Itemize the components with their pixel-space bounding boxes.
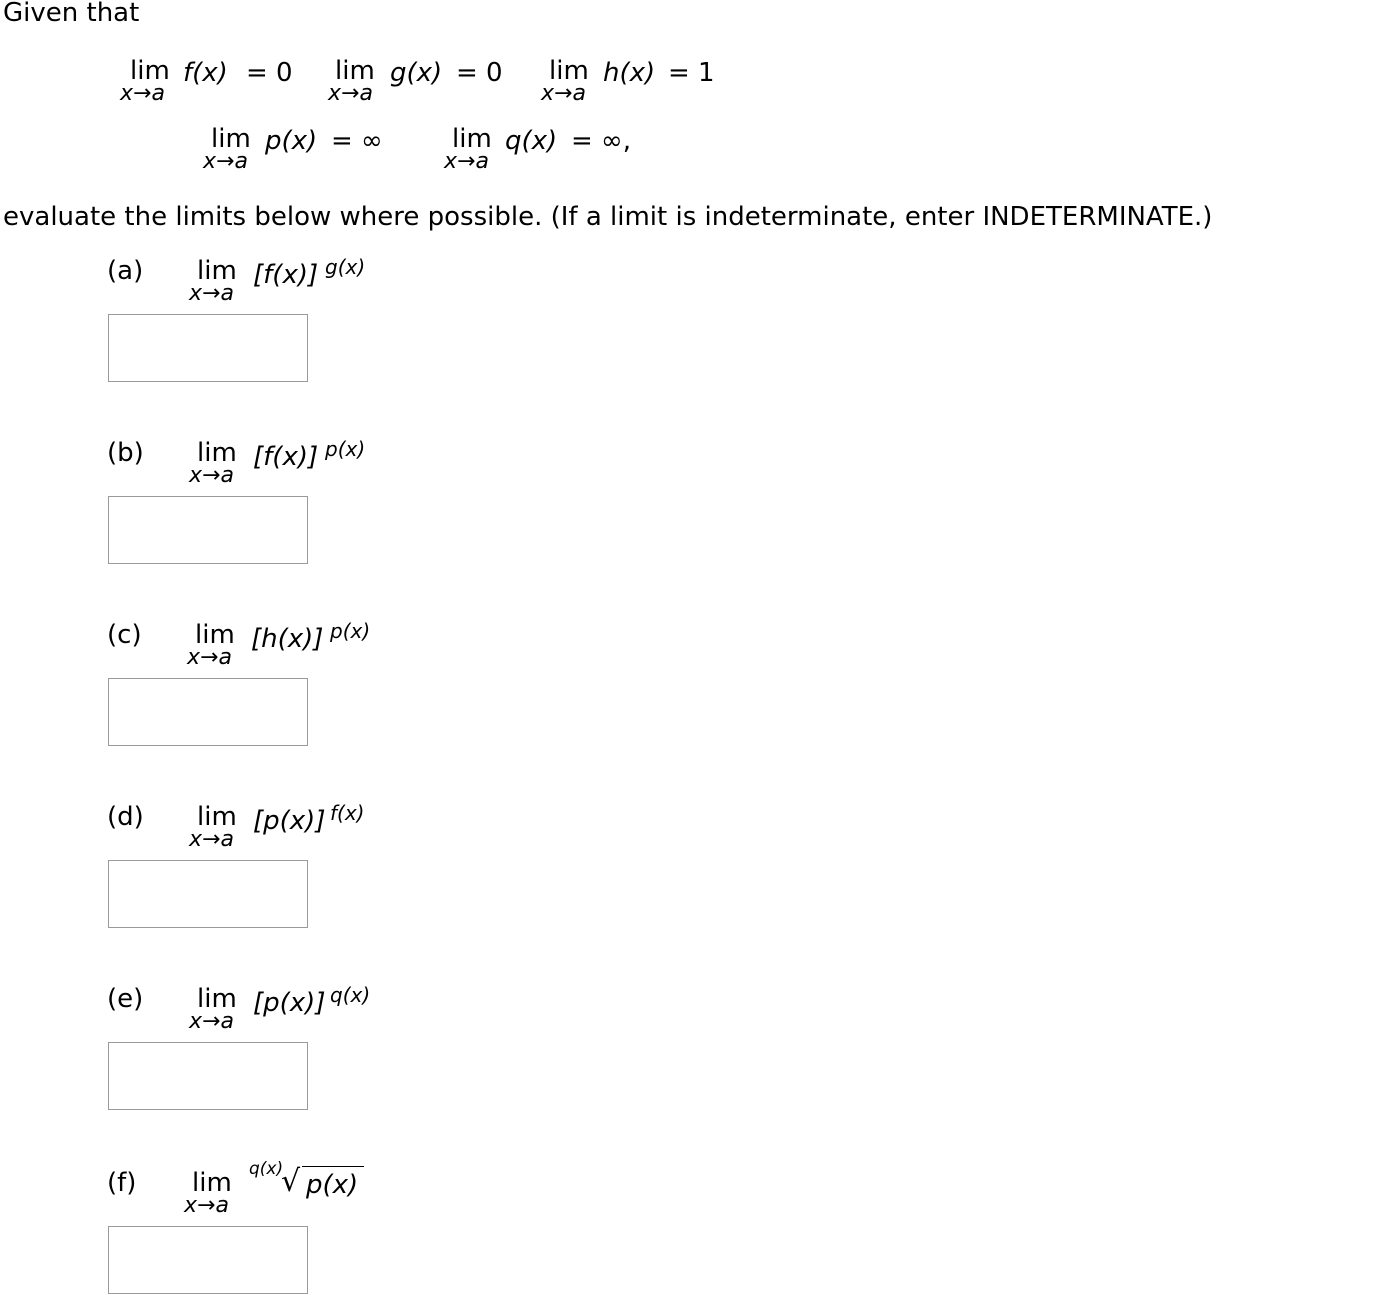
limit-exponent: p(x) [330, 619, 371, 643]
root-index: q(x) [249, 1159, 284, 1179]
lim-word: lim [195, 620, 235, 650]
lim-word: lim [197, 802, 237, 832]
limit-base: [p(x)] [253, 988, 326, 1018]
lim-approach: x→a [120, 81, 165, 106]
limit-exponent: g(x) [325, 255, 366, 279]
lim-word: lim [130, 56, 170, 86]
radical-vinculum [302, 1166, 364, 1167]
lim-word: lim [197, 256, 237, 286]
lim-word: lim [192, 1168, 232, 1198]
part-label: (d) [107, 802, 144, 832]
given-value: = ∞ [331, 126, 383, 156]
given-function: h(x) [603, 58, 656, 88]
given-function: f(x) [183, 58, 228, 88]
answer-input-f[interactable] [108, 1226, 308, 1294]
lim-word: lim [335, 56, 375, 86]
instruction-text: evaluate the limits below where possible. (If a limit is indeterminate, enter INDETERMINATE.) [3, 202, 1213, 232]
radicand: p(x) [306, 1170, 359, 1200]
answer-input-e[interactable] [108, 1042, 308, 1110]
lim-word: lim [197, 984, 237, 1014]
lim-word: lim [452, 124, 492, 154]
lim-word: lim [197, 438, 237, 468]
limit-base: [p(x)] [253, 806, 326, 836]
intro-text: Given that [3, 0, 140, 28]
lim-approach: x→a [187, 645, 232, 670]
given-function: q(x) [505, 126, 558, 156]
part-label: (c) [107, 620, 142, 650]
lim-approach: x→a [328, 81, 373, 106]
part-label: (f) [107, 1168, 137, 1198]
part-label: (a) [107, 256, 144, 286]
limit-exponent: q(x) [330, 983, 371, 1007]
part-label: (e) [107, 984, 144, 1014]
part-label: (b) [107, 438, 144, 468]
lim-approach: x→a [444, 149, 489, 174]
given-value: = 1 [668, 58, 715, 88]
lim-approach: x→a [189, 463, 234, 488]
given-value: = 0 [246, 58, 293, 88]
given-function: p(x) [265, 126, 318, 156]
lim-word: lim [211, 124, 251, 154]
answer-input-b[interactable] [108, 496, 308, 564]
answer-input-d[interactable] [108, 860, 308, 928]
lim-approach: x→a [184, 1193, 229, 1218]
lim-approach: x→a [541, 81, 586, 106]
limit-exponent: p(x) [325, 437, 366, 461]
limit-base: [f(x)] [253, 442, 319, 472]
given-value: = ∞, [571, 126, 631, 156]
given-value: = 0 [456, 58, 503, 88]
lim-approach: x→a [203, 149, 248, 174]
limit-base: [h(x)] [251, 624, 324, 654]
given-function: g(x) [390, 58, 443, 88]
answer-input-c[interactable] [108, 678, 308, 746]
answer-input-a[interactable] [108, 314, 308, 382]
limit-base: [f(x)] [253, 260, 319, 290]
lim-approach: x→a [189, 1009, 234, 1034]
limit-exponent: f(x) [330, 801, 365, 825]
lim-word: lim [549, 56, 589, 86]
lim-approach: x→a [189, 281, 234, 306]
lim-approach: x→a [189, 827, 234, 852]
radical-sign: √ [281, 1164, 301, 1199]
